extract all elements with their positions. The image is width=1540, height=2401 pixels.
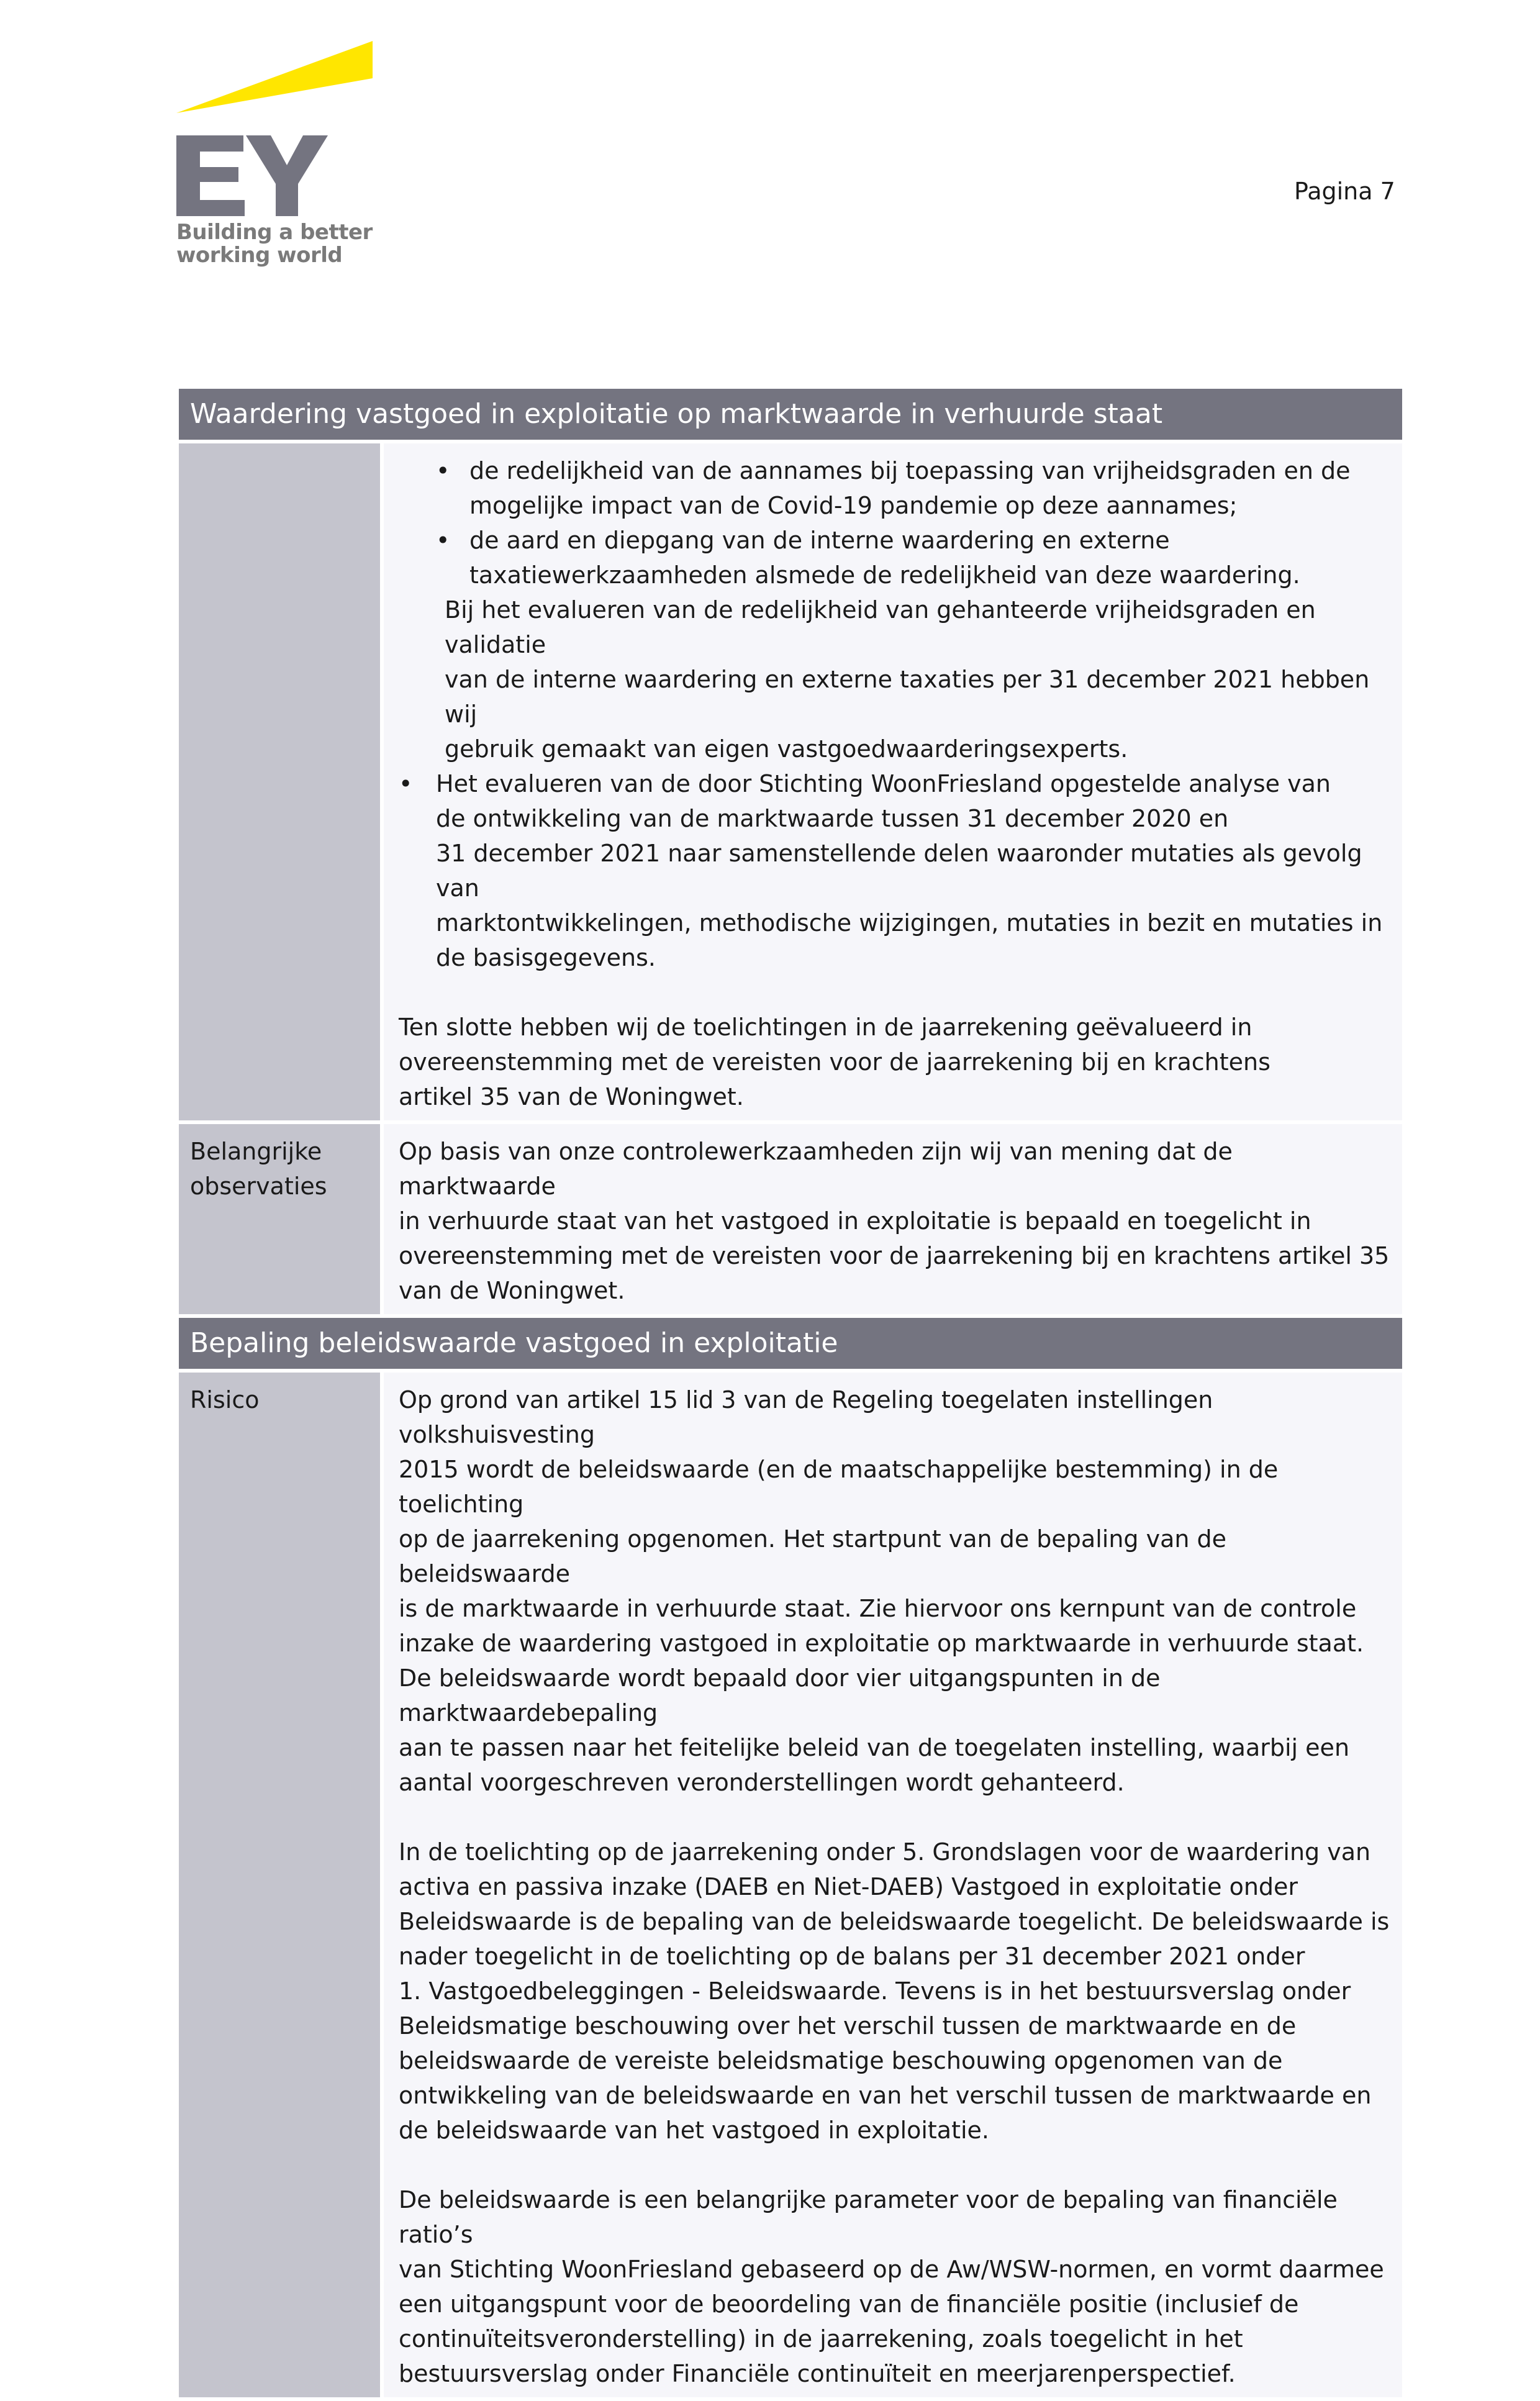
ey-logo-beam (176, 41, 373, 113)
content-cell-procedures (384, 443, 1402, 1120)
section-header-waardering: Waardering vastgoed in exploitatie op marktwaarde in verhuurde staat (179, 389, 1402, 440)
row-continued-procedures (179, 443, 1402, 1120)
risk-paragraph-2: In de toelichting op de jaarrekening onder 5. Grondslagen voor de waardering van activa en passiva inzake (DAEB en Niet-DAEB) Vastgoed in exploitatie onder Beleidswaarde is de bepaling van de beleidswaarde toegelicht. De beleidswaarde is nader toegelicht in de toelichting op de balans per 31 december 2021 onder 1. Vastgoedbeleggingen - Beleidswaarde. Tevens is in het bestuursverslag onder Beleidsmatige beschouwing over het verschil tussen de marktwaarde en de beleidswaarde de vereiste beleidsmatige beschouwing opgenomen van de ontwikkeling van de beleidswaarde en van het verschil tussen de marktwaarde en de beleidswaarde van het vastgoed in exploitatie. (399, 1838, 1390, 2144)
audit-table (179, 389, 1402, 2401)
label-cell-observations: Belangrijke observaties (179, 1124, 380, 1314)
content-cell-risk (384, 1373, 1402, 2397)
sub-bullet: • de redelijkheid van de aannames bij toepassing van vrijheidsgraden en de mogelijke impact van de Covid-19 pandemie op deze aannames; (399, 453, 1391, 523)
row-risk (179, 1373, 1402, 2397)
main-bullet: • Het evalueren van de door Stichting WoonFriesland opgestelde analyse van de ontwikkeling van de marktwaarde tussen 31 december 2020 en 31 december 2021 naar samenstellende delen waaronder mutaties als gevolg van marktontwikkelingen, methodische wijzigingen, mutaties in bezit en mutaties in de basisgegevens. (399, 766, 1391, 975)
content-cell-observations: Op basis van onze controlewerkzaamheden zijn wij van mening dat de marktwaarde in verhuurde staat van het vastgoed in exploitatie is bepaald en toegelicht in overeenstemming met de vereisten voor de jaarrekening bij en krachtens artikel 35 van de Woningwet. (384, 1124, 1402, 1314)
tagline-line-1: Building a better (176, 220, 373, 245)
sub-bullet: • de aard en diepgang van de interne waardering en externe taxatiewerkzaamheden alsmede de redelijkheid van deze waardering. (399, 523, 1391, 592)
label-cell-empty (179, 443, 380, 1120)
closing-paragraph: Ten slotte hebben wij de toelichtingen in de jaarrekening geëvalueerd in overeenstemming met de vereisten voor de jaarrekening bij en krachtens artikel 35 van de Woningwet. (399, 1014, 1270, 1110)
bullet-icon: • (399, 770, 413, 797)
risk-paragraph-1: Op grond van artikel 15 lid 3 van de Regeling toegelaten instellingen volkshuisvesting 2015 wordt de beleidswaarde (en de maatschappelijke bestemming) in de toelichting op de jaarrekening opgenomen. Het startpunt van de bepaling van de beleidswaarde is de marktwaarde in verhuurde staat. Zie hiervoor ons kernpunt van de controle inzake de waardering vastgoed in exploitatie op marktwaarde in verhuurde staat. De beleidswaarde wordt bepaald door vier uitgangspunten in de marktwaardebepaling aan te passen naar het feitelijke beleid van de toegelaten instelling, waarbij een aantal voorgeschreven veronderstellingen wordt gehanteerd. (399, 1386, 1364, 1796)
tagline-line-2: working world (176, 243, 343, 268)
ey-tagline (176, 221, 373, 267)
bullet-icon: • (436, 527, 450, 554)
page-number: Pagina 7 (1294, 178, 1395, 205)
risk-paragraph-3: De beleidswaarde is een belangrijke parameter voor de bepaling van financiële ratio’s van Stichting WoonFriesland gebaseerd op de Aw/WSW-normen, en vormt daarmee een uitgangspunt voor de beoordeling van de financiële positie (inclusief de continuïteitsveronderstelling) in de jaarrekening, zoals toegelicht in het bestuursverslag onder Financiële continuïteit en meerjarenperspectief. (399, 2186, 1384, 2387)
section-header-beleidswaarde: Bepaling beleidswaarde vastgoed in exploitatie (179, 1318, 1402, 1369)
evaluation-paragraph: Bij het evalueren van de redelijkheid van gehanteerde vrijheidsgraden en validatie van de interne waardering en externe taxaties per 31 december 2021 hebben wij gebruik gemaakt van eigen vastgoedwaarderingsexperts. (445, 596, 1370, 763)
label-cell-risk: Risico (179, 1373, 380, 2397)
bullet-icon: • (436, 457, 450, 484)
ey-logo-mark (176, 41, 375, 221)
row-observations (179, 1124, 1402, 1314)
